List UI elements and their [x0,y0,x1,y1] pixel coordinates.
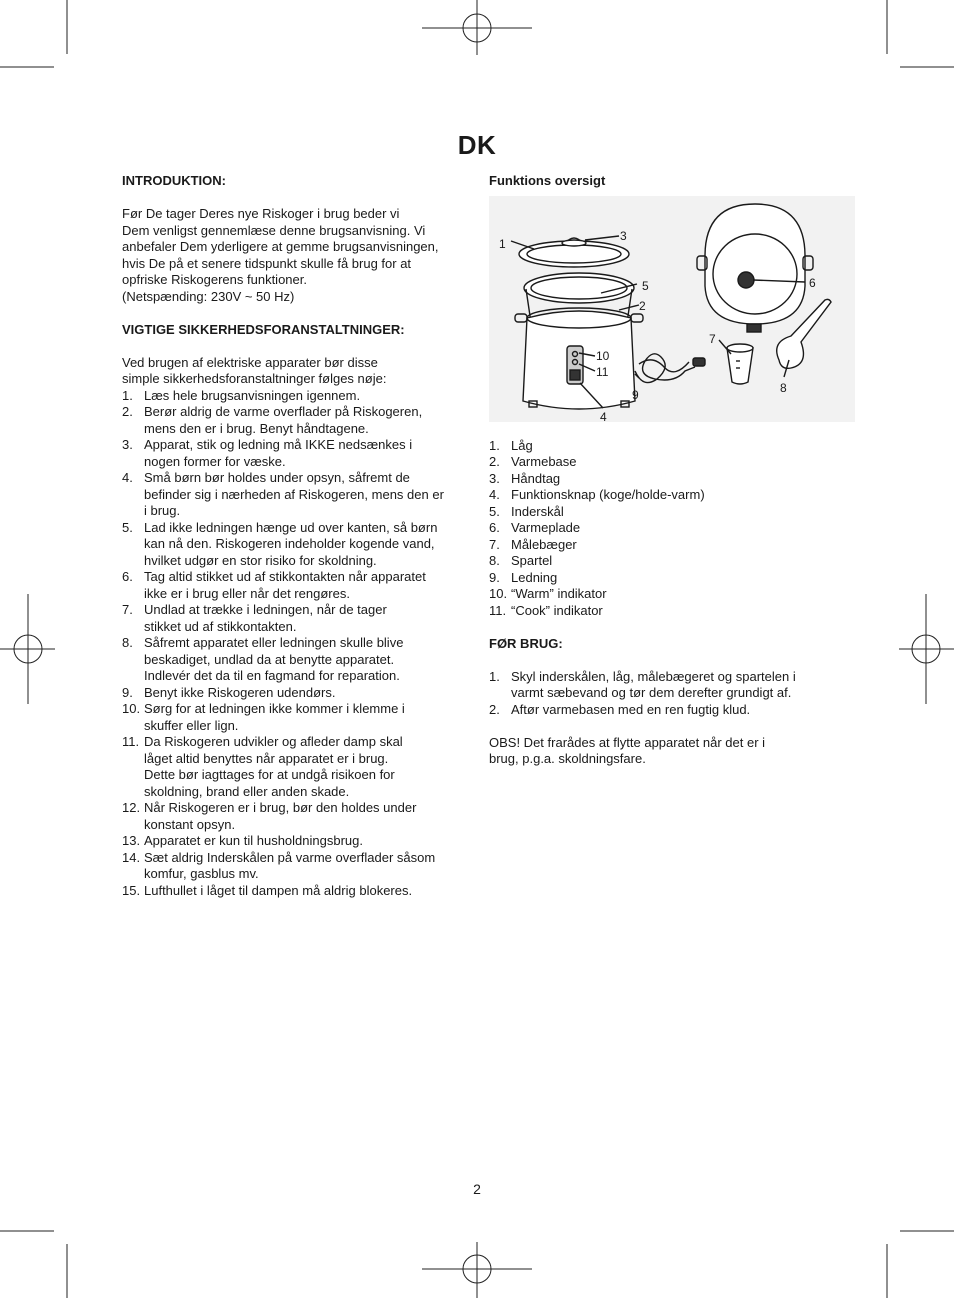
part-item [489,586,824,603]
list-number: 4. [489,487,500,502]
callout-3: 3 [620,228,627,243]
list-number: 1. [122,387,133,403]
list-item-line: beskadiget, undlad da at benytte apparatet. [144,651,395,667]
callout-7: 7 [709,331,716,346]
intro-line: (Netspænding: 230V ~ 50 Hz) [122,288,295,304]
list-number: 6. [489,520,500,535]
safety-item [122,520,467,570]
list-item-label: Spartel [511,553,553,568]
list-item-line: Apparat, stik og ledning må IKKE nedsænkes i [144,437,413,452]
list-number: 7. [489,536,500,552]
list-item-line: Små børn bør holdes under opsyn, såfremt de [144,470,410,485]
safety-item [122,569,467,602]
list-number: 11. [122,734,140,749]
safety-list [122,388,467,900]
list-number: 15. [122,882,141,898]
part-item [489,471,824,488]
overview-heading: Funktions oversigt [489,173,606,188]
list-number: 4. [122,470,133,485]
rice-cooker-illustration [489,196,855,422]
list-item-line: Undlad at trække i ledningen, når de tager [144,602,387,617]
list-number: 5. [122,519,133,535]
list-item-line: Dette bør iagttages for at undgå risikoen for [144,767,395,782]
list-number: 2. [489,454,500,469]
product-figure [489,196,855,422]
list-item-line: nogen former for væske. [144,453,286,469]
list-item-line: mens den er i brug. Benyt håndtagene. [144,420,369,436]
list-number: 14. [122,849,141,865]
note-line: OBS! Det frarådes at flytte apparatet når det er i [489,734,766,750]
before-use-item [489,702,824,719]
safety-item [122,470,467,520]
right-column [489,173,824,768]
intro-line: anbefaler Dem yderligere at gemme brugsanvisningen, [122,239,439,254]
list-item-label: Håndtag [511,470,561,486]
list-item-line: hvilket udgør en stor risiko for skoldning. [144,552,377,568]
list-number: 11. [489,602,507,618]
safety-item [122,850,467,883]
list-number: 3. [489,470,500,486]
parts-list [489,438,824,620]
list-number: 12. [122,800,141,815]
part-item [489,454,824,471]
callout-5: 5 [642,278,649,293]
part-item [489,520,824,537]
part-item [489,553,824,570]
callout-6: 6 [809,275,816,290]
list-number: 3. [122,437,133,452]
part-item [489,504,824,521]
language-code: DK [457,130,497,160]
safety-item [122,734,467,800]
before-use-item [489,669,824,702]
list-item-line: konstant opsyn. [144,816,236,832]
list-item-line: stikket ud af stikkontakten. [144,618,297,634]
list-item-line: Lad ikke ledningen hænge ud over kanten, så børn [144,519,438,535]
note-line: brug, p.g.a. skoldningsfare. [489,751,646,766]
list-item-line: Læs hele brugsanvisningen igennem. [144,387,361,403]
left-column [122,173,467,899]
list-item-label: Låg [511,437,533,453]
callout-2: 2 [639,298,646,313]
list-item-label: Varmebase [511,454,577,469]
safety-item [122,685,467,702]
list-item-line: Indlevér det da til en fagmand for reparation. [144,668,400,683]
list-number: 9. [489,569,500,585]
list-item-line: skoldning, brand eller anden skade. [144,783,350,799]
list-item-line: varmt sæbevand og tør dem derefter grundigt af. [511,685,792,700]
safety-intro-line: simple sikkerhedsforanstaltninger følges nøje: [122,371,387,386]
list-number: 9. [122,684,133,700]
safety-item [122,437,467,470]
list-item-line: Da Riskogeren udvikler og afleder damp skal [144,734,403,749]
list-item-label: Ledning [511,569,558,585]
intro-text [122,206,467,305]
safety-item [122,883,467,900]
list-item-line: skuffer eller lign. [144,717,239,733]
list-item-line: Apparatet er kun til husholdningsbrug. [144,833,363,848]
safety-item [122,800,467,833]
list-number: 8. [122,635,133,650]
list-item-line: Tag altid stikket ud af stikkontakten når apparatet [144,569,426,584]
list-item-line: Når Riskogeren er i brug, bør den holdes under [144,800,417,815]
part-item [489,603,824,620]
safety-heading: VIGTIGE SIKKERHEDSFORANSTALTNINGER: [122,321,405,337]
list-item-line: låget altid benyttes når apparatet er i brug. [144,750,389,766]
before-use-heading: FØR BRUG: [489,635,563,651]
list-number: 1. [489,437,500,453]
list-number: 13. [122,833,141,848]
list-item-line: Lufthullet i låget til dampen må aldrig blokeres. [144,882,413,898]
list-item-line: Skyl inderskålen, låg, målebægeret og spartelen i [511,668,796,684]
handle-left-shape [515,314,527,322]
list-item-line: komfur, gasblus mv. [144,866,259,881]
list-item-label: “Warm” indikator [511,586,607,601]
callout-11: 11 [596,364,609,379]
safety-item [122,404,467,437]
safety-item [122,602,467,635]
heating-plate-shape [738,272,754,288]
part-item [489,537,824,554]
callout-4: 4 [600,409,607,422]
page-number: 2 [473,1181,481,1197]
part-item [489,487,824,504]
list-number: 2. [489,701,500,717]
callout-9: 9 [632,387,639,402]
list-item-label: “Cook” indikator [511,602,603,618]
list-item-line: Sørg for at ledningen ikke kommer i klemme i [144,701,405,716]
callout-10: 10 [596,348,610,363]
list-item-label: Funktionsknap (koge/holde-varm) [511,487,705,502]
safety-item [122,635,467,685]
part-item [489,438,824,455]
intro-line: hvis De på et senere tidspunkt skulle få brug for at [122,255,412,271]
safety-intro-line: Ved brugen af elektriske apparater bør disse [122,354,378,370]
list-item-line: befinder sig i nærheden af Riskogeren, mens den er [144,486,444,502]
list-item-line: Såfremt apparatet eller ledningen skulle blive [144,635,404,650]
safety-item [122,388,467,405]
safety-item [122,701,467,734]
callout-8: 8 [780,380,787,395]
part-item [489,570,824,587]
list-number: 1. [489,668,500,684]
list-item-line: Sæt aldrig Inderskålen på varme overflader såsom [144,849,436,865]
handle-right-shape [631,314,643,322]
list-number: 10. [122,701,141,716]
callout-1: 1 [499,236,506,251]
list-item-label: Målebæger [511,536,577,552]
list-item-line: i brug. [144,503,181,518]
list-number: 2. [122,404,133,419]
list-item-line: Berør aldrig de varme overflader på Riskogeren, [144,404,423,419]
intro-line: opfriske Riskogerens funktioner. [122,272,307,287]
safety-item [122,833,467,850]
intro-line: Dem venligst gennemlæse denne brugsanvisning. Vi [122,222,426,238]
list-number: 10. [489,586,508,601]
list-item-line: kan nå den. Riskogeren indeholder kogende vand, [144,536,435,551]
before-use-list [489,669,824,719]
list-item-line: ikke er i brug eller når det rengøres. [144,585,350,601]
list-item-label: Varmeplade [511,520,581,535]
list-item-label: Inderskål [511,503,564,519]
list-item-line: Benyt ikke Riskogeren udendørs. [144,684,336,700]
intro-heading: INTRODUKTION: [122,173,226,188]
list-number: 8. [489,553,500,568]
list-number: 6. [122,569,133,584]
list-number: 7. [122,602,133,617]
list-item-line: Aftør varmebasen med en ren fugtig klud. [511,701,751,717]
list-number: 5. [489,503,500,519]
intro-line: Før De tager Deres nye Riskoger i brug beder vi [122,206,400,221]
